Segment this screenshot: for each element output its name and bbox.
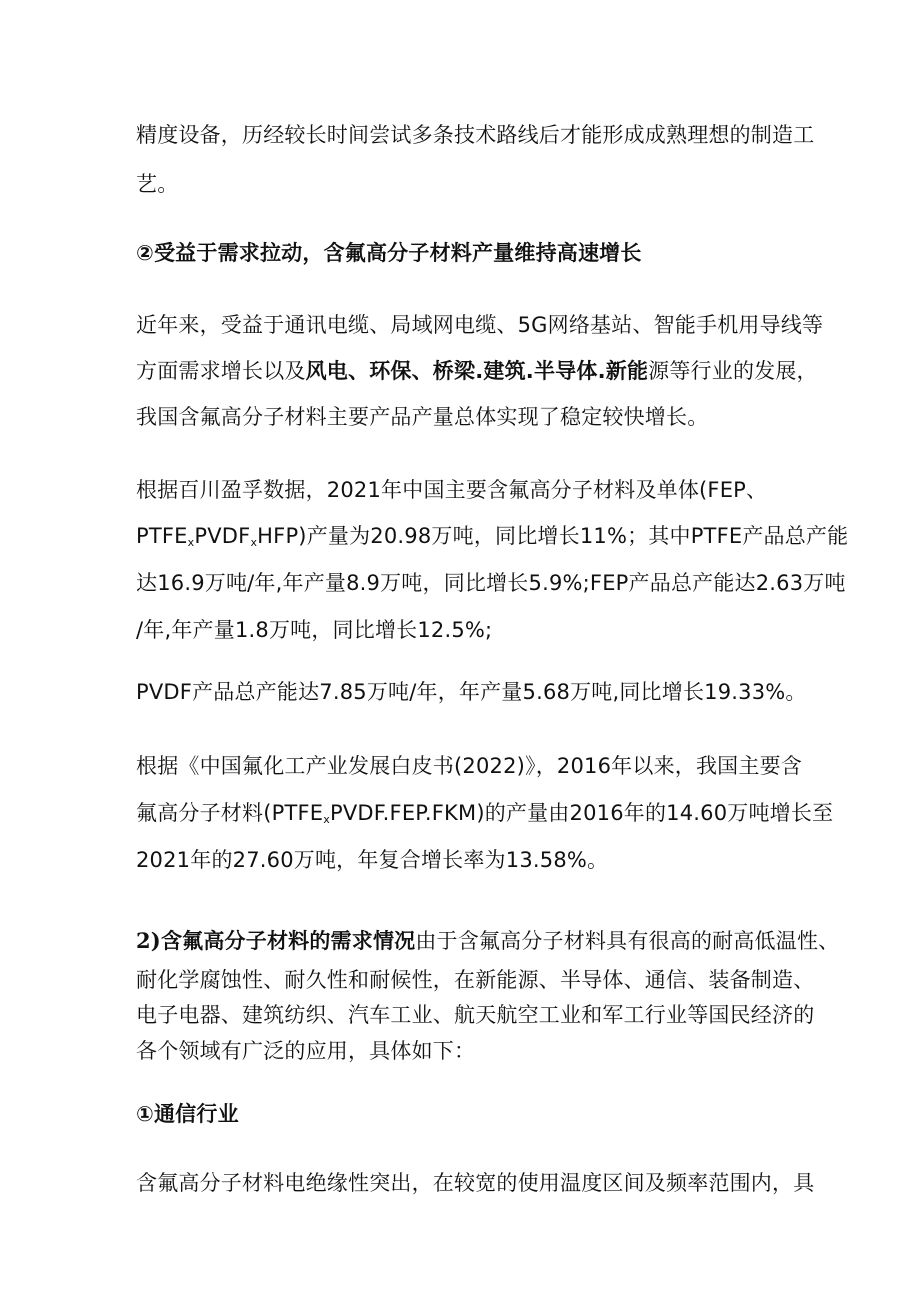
- paragraph-6-line-1: [136, 927, 839, 955]
- paragraph-3-line-2: [136, 522, 848, 557]
- paragraph-1-line-1: 精度设备，历经较长时间尝试多条技术路线后才能形成成熟理想的制造工: [136, 123, 815, 147]
- paragraph-3-line-3: 达16.9万吨/年,年产量8.9万吨，同比增长5.9%;FEP产品总产能达2.63万吨: [136, 571, 846, 595]
- paragraph-5-line-2-start: 氟高分子材料(PTFE: [136, 801, 324, 825]
- paragraph-2-line-1: 近年来，受益于通讯电缆、局域网电缆、5G网络基站、智能手机用导线等: [136, 313, 824, 337]
- paragraph-5-line-2-rest: PVDF.FEP.FKM)的产量由2016年的14.60万吨增长至: [329, 801, 834, 825]
- paragraph-1-line-2: 艺。: [136, 172, 179, 196]
- paragraph-4: PVDF产品总产能达7.85万吨/年，年产量5.68万吨,同比增长19.33%。: [136, 680, 807, 704]
- paragraph-7: 含氟高分子材料电绝缘性突出，在较宽的使用温度区间及频率范围内，具: [136, 1171, 815, 1195]
- paragraph-5-subscript: x: [323, 813, 330, 826]
- paragraph-3-line-1: 根据百川盈孚数据，2021年中国主要含氟高分子材料及单体(FEP、: [136, 478, 768, 502]
- paragraph-3-subscript-1: x: [187, 536, 195, 549]
- paragraph-6-line-3: 电子电器、建筑纺织、汽车工业、航天航空工业和军工行业等国民经济的: [136, 1003, 815, 1027]
- section-heading-telecom: ①通信行业: [136, 1102, 239, 1126]
- paragraph-5-line-2: [136, 799, 833, 834]
- paragraph-2-bold-industries: 风电、环保、桥梁.建筑.半导体.新能: [305, 359, 649, 383]
- paragraph-5-line-1: 根据《中国氟化工产业发展白皮书(2022)》，2016年以来，我国主要含: [136, 754, 802, 778]
- paragraph-3-subscript-2: x: [250, 536, 258, 549]
- demand-subheading: 2)含氟高分子材料的需求情况: [136, 928, 416, 953]
- paragraph-2-line-3: 我国含氟高分子材料主要产品产量总体实现了稳定较快增长。: [136, 405, 709, 429]
- paragraph-2-line-2-end: 源等行业的发展，: [648, 359, 818, 383]
- paragraph-2-line-2: [136, 357, 818, 385]
- paragraph-3-ptfe: PTFE: [136, 524, 188, 548]
- paragraph-6-line-1-rest: 由于含氟高分子材料具有很高的耐高低温性、: [415, 929, 840, 953]
- paragraph-3-line-4: /年,年产量1.8万吨，同比增长12.5%;: [136, 618, 493, 642]
- paragraph-3-line-2-rest: HFP)产量为20.98万吨，同比增长11%；其中PTFE产品总产能: [257, 524, 849, 548]
- paragraph-6-line-2: 耐化学腐蚀性、耐久性和耐候性，在新能源、半导体、通信、装备制造、: [136, 968, 815, 992]
- paragraph-6-line-4: 各个领域有广泛的应用，具体如下：: [136, 1039, 476, 1063]
- section-heading-demand: ②受益于需求拉动，含氟高分子材料产量维持高速增长: [136, 241, 642, 265]
- paragraph-2-line-2-start: 方面需求增长以及: [136, 359, 306, 383]
- paragraph-3-pvdf: PVDF: [194, 524, 251, 548]
- paragraph-5-line-3: 2021年的27.60万吨，年复合增长率为13.58%。: [136, 848, 609, 872]
